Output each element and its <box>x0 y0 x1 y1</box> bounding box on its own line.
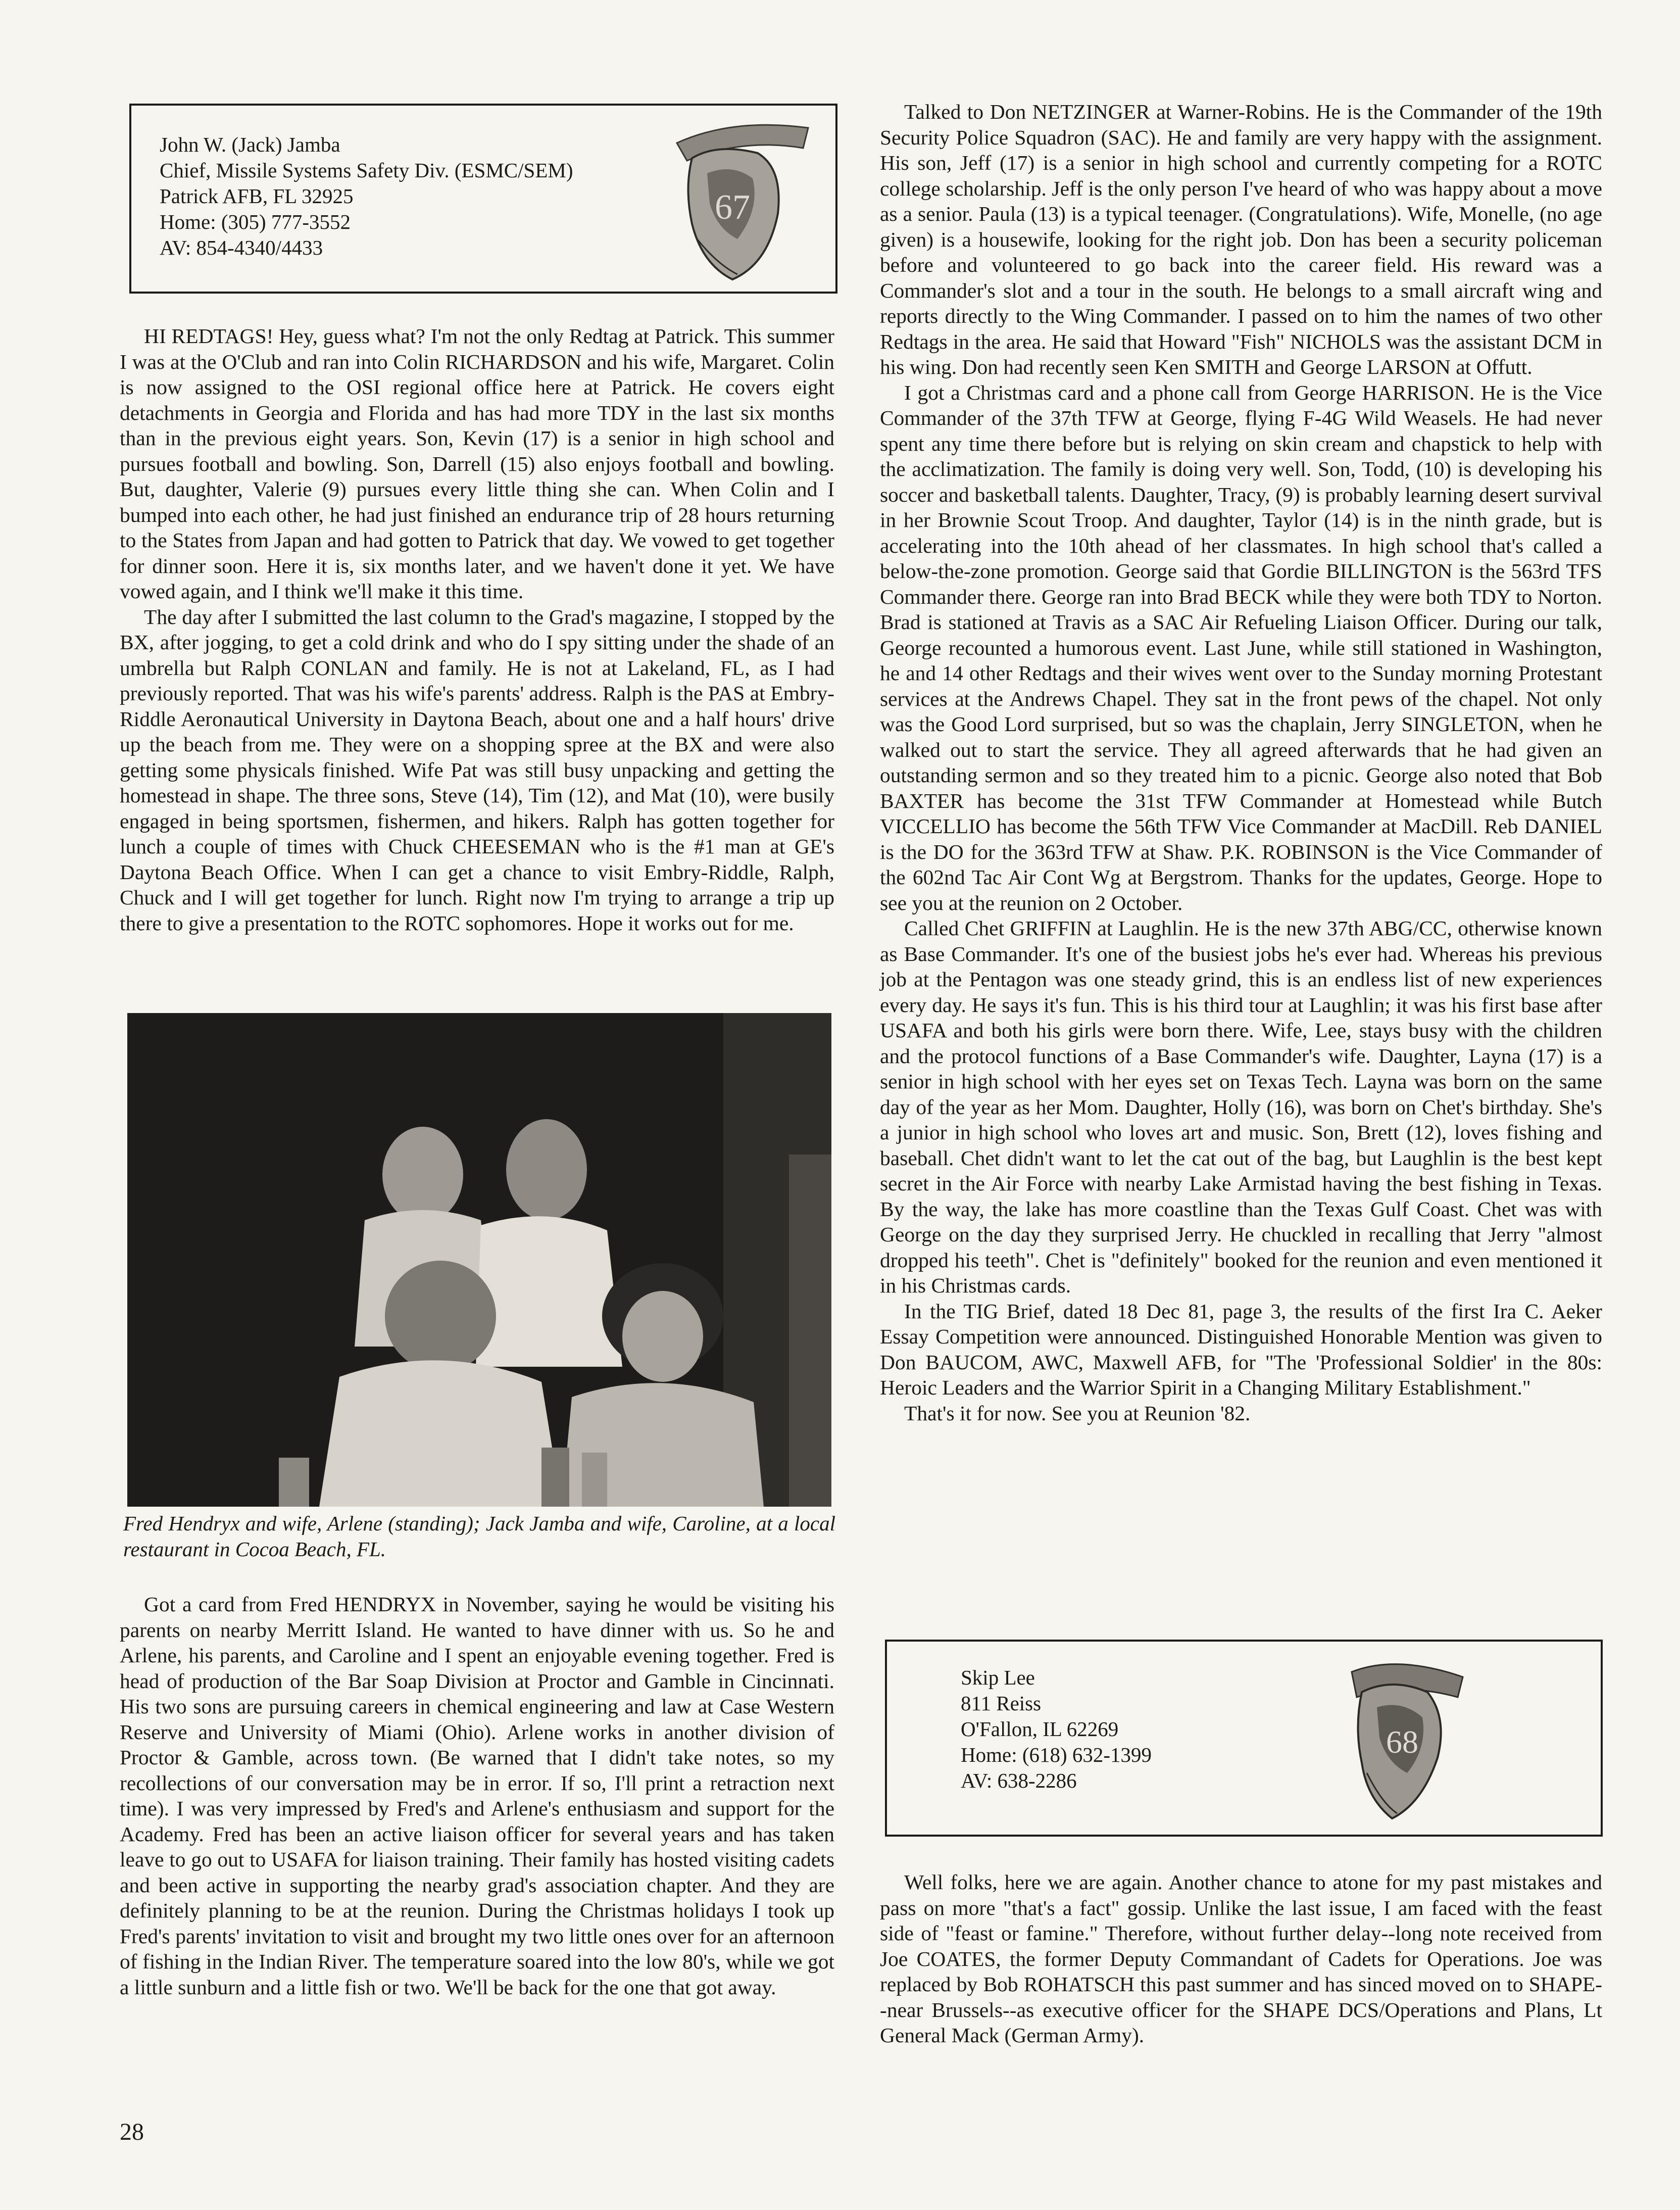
contact-title: Chief, Missile Systems Safety Div. (ESMC/SEM) <box>160 159 573 182</box>
contact-av-phone: AV: 638-2286 <box>961 1769 1077 1792</box>
svg-text:67: 67 <box>715 188 750 227</box>
class-crest-67-icon <box>657 113 818 284</box>
left-article-continued <box>120 1592 834 2000</box>
left-article-intro <box>120 323 834 936</box>
paragraph: Talked to Don NETZINGER at Warner-Robins. He is the Commander of the 19th Security Police Squadron (SAC). He and family are very happy with the assignment. His son, Jeff (17) is a senior in high school and currently competing for a ROTC college scholarship. Jeff is the only person I've heard of who was happy about a move as a senior. Paula (13) is a typical teenager. (Congratulations). Wife, Monelle, (no age given) is a housewife, looking for the right job. Don has been a security policeman before and volunteered to go back into the career field. His reward was a Commander's slot and a tour in the south. He belongs to a small aircraft wing and reports directly to the Wing Commander. I passed on to him the names of two other Redtags in the area. He said that Howard "Fish" NICHOLS was the assistant DCM in his wing. Don had recently seen Ken SMITH and George LARSON at Offutt. <box>880 100 1602 378</box>
restaurant-photo <box>127 1013 831 1507</box>
paragraph: The day after I submitted the last column to the Grad's magazine, I stopped by the BX, after jogging, to get a cold drink and who do I spy sitting under the shade of an umbrella but Ralph CONLAN and family. He is not at Lakeland, FL, as I had previously reported. That was his wife's parents' address. Ralph is the PAS at Embry-Riddle Aeronautical University in Daytona Beach, about one and a half hours' drive up the beach from me. They were on a shopping spree at the BX and were also getting some physicals finished. Wife Pat was still busy unpacking and getting the homestead in shape. The three sons, Steve (14), Tim (12), and Mat (10), were busily engaged in being sportsmen, fishermen, and hikers. Ralph has gotten together for lunch a couple of times with Chuck CHEESEMAN who is the #1 man at GE's Daytona Beach Office. When I can get a chance to visit Embry-Riddle, Ralph, Chuck and I will get together for lunch. Right now I'm trying to arrange a trip up there to give a presentation to the ROTC sophomores. Hope it works out for me. <box>120 605 834 935</box>
contact-name: John W. (Jack) Jamba <box>160 133 340 156</box>
right-article <box>880 99 1602 1426</box>
paragraph: Got a card from Fred HENDRYX in November, saying he would be visiting his parents on nearby Merritt Island. He wanted to have dinner with us. So he and Arlene, his parents, and Caroline and I spent an enjoyable evening together. Fred is head of production of the Bar Soap Division at Proctor and Gamble in Cincinnati. His two sons are pursuing careers in chemical engineering and law at Case Western Reserve and University of Miami (Ohio). Arlene works in another division of Proctor & Gamble, across town. (Be warned that I didn't take notes, so my recollections of our conversation may be in error. If so, I'll print a retraction next time). I was very impressed by Fred's and Arlene's enthusiasm and support for the Academy. Fred has been an active liaison officer for several years and has taken leave to go out to USAFA for liaison training. Their family has hosted visiting cadets and been active in supporting the nearby grad's association chapter. And they are definitely planning to be at the reunion. During the Christmas holidays I took up Fred's parents' invitation to visit and brought my two little ones over for an afternoon of fishing in the Indian River. The temperature soared into the low 80's, while we got a little sunburn and a little fish or two. We'll be back for the one that got away. <box>120 1593 834 1999</box>
contact-address: Patrick AFB, FL 32925 <box>160 184 354 208</box>
paragraph: Well folks, here we are again. Another chance to atone for my past mistakes and pass on more "that's a fact" gossip. Unlike the last issue, I am faced with the feast side of "feast or famine." Therefore, without further delay--long note received from Joe COATES, the former Deputy Commandant of Cadets for Operations. Joe was replaced by Bob ROHATSCH this past summer and has sinced moved on to SHAPE--near Brussels--as executive officer for the SHAPE DCS/Operations and Plans, Lt General Mack (German Army). <box>880 1870 1602 2047</box>
top-contact-lines <box>160 132 573 261</box>
bottom-contact-lines <box>961 1665 1152 1794</box>
contact-city: O'Fallon, IL 62269 <box>961 1717 1119 1741</box>
top-contact-box <box>129 104 837 294</box>
page-number: 28 <box>120 2119 144 2145</box>
paragraph: HI REDTAGS! Hey, guess what? I'm not the only Redtag at Patrick. This summer I was at the O'Club and ran into Colin RICHARDSON and his wife, Margaret. Colin is now assigned to the OSI regional office here at Patrick. He covers eight detachments in Georgia and Florida and has had more TDY in the last six months than in the previous eight years. Son, Kevin (17) is a senior in high school and pursues football and bowling. Son, Darrell (15) also enjoys football and bowling. But, daughter, Valerie (9) pursues every little thing she can. When Colin and I bumped into each other, he had just finished an endurance trip of 28 hours returning to the States from Japan and had gotten to Patrick that day. We vowed to get together for dinner soon. Here it is, six months later, and we haven't done it yet. We have vowed again, and I think we'll make it this time. <box>120 324 834 603</box>
photo-caption: Fred Hendryx and wife, Arlene (standing); Jack Jamba and wife, Caroline, at a local restaurant in Cocoa Beach, FL. <box>123 1512 835 1561</box>
contact-home-phone: Home: (618) 632-1399 <box>961 1743 1152 1766</box>
contact-home-phone: Home: (305) 777-3552 <box>160 210 351 233</box>
contact-av-phone: AV: 854-4340/4433 <box>160 236 323 259</box>
contact-name: Skip Lee <box>961 1666 1035 1689</box>
contact-street: 811 Reiss <box>961 1692 1042 1715</box>
paragraph: Called Chet GRIFFIN at Laughlin. He is the new 37th ABG/CC, otherwise known as Base Commander. It's one of the busiest jobs he's ever had. Whereas his previous job at the Pentagon was one steady grind, this is an endless list of new experiences every day. He says it's fun. This is his third tour at Laughlin; it was his first base after USAFA and both his girls were born there. Wife, Lee, stays busy with the children and the protocol functions of a Base Commander's wife. Daughter, Layna (17) is a senior in high school with her eyes set on Texas Tech. Layna was born on the same day of the year as her Mom. Daughter, Holly (16), was born on Chet's birthday. She's a junior in high school who loves art and music. Son, Brett (12), loves fishing and baseball. Chet didn't want to let the cat out of the bag, but Laughlin is the best kept secret in the Air Force with nearby Lake Armistad having the best fishing in Texas. By the way, the lake has more coastline than the Texas Gulf Coast. Chet was with George on the day they surprised Jerry. He chuckled in recalling that Jerry "almost dropped his teeth". Chet is "definitely" booked for the reunion and even mentioned it in his Christmas cards. <box>880 917 1602 1297</box>
paragraph: In the TIG Brief, dated 18 Dec 81, page 3, the results of the first Ira C. Aeker Essay Competition were announced. Distinguished Honorable Mention was given to Don BAUCOM, AWC, Maxwell AFB, for "The 'Professional Soldier' in the 80s: Heroic Leaders and the Warrior Spirit in a Changing Military Establishment." <box>880 1299 1602 1399</box>
class-crest-68-icon <box>1321 1652 1473 1823</box>
paragraph: I got a Christmas card and a phone call from George HARRISON. He is the Vice Commander of the 37th TFW at George, flying F-4G Wild Weasels. He had never spent any time there before but is relying on skin cream and chapstick to help with the acclimatization. The family is doing very well. Son, Todd, (10) is developing his soccer and basketball talents. Daughter, Tracy, (9) is probably learning desert survival in her Brownie Scout Troop. And daughter, Taylor (14) is in the ninth grade, but is accelerating into the 10th ahead of her classmates. In high school that's called a below-the-zone promotion. George said that Gordie BILLINGTON is the 563rd TFS Commander there. George ran into Brad BECK while they were both TDY to Norton. Brad is stationed at Travis as a SAC Air Refueling Liaison Officer. During our talk, George recounted a humorous event. Last June, while still stationed in Washington, he and 14 other Redtags and their wives went over to the Sunday morning Protestant services at the Andrews Chapel. They sat in the front pews of the chapel. Not only was the Good Lord surprised, but so was the chaplain, Jerry SINGLETON, when he walked out to start the service. They all agreed afterwards that he had given an outstanding sermon and so they treated him to a picnic. George also noted that Bob BAXTER has become the 31st TFW Commander at Homestead while Butch VICCELLIO has become the 56th TFW Vice Commander at MacDill. Reb DANIEL is the DO for the 363rd TFW at Shaw. P.K. ROBINSON is the Vice Commander of the 602nd Tac Air Cont Wg at Bergstrom. Thanks for the updates, George. Hope to see you at the reunion on 2 October. <box>880 380 1602 915</box>
svg-text:68: 68 <box>1386 1724 1418 1760</box>
paragraph: That's it for now. See you at Reunion '82. <box>904 1401 1251 1425</box>
bottom-contact-box <box>885 1640 1603 1837</box>
right-article-continued <box>880 1869 1602 2048</box>
